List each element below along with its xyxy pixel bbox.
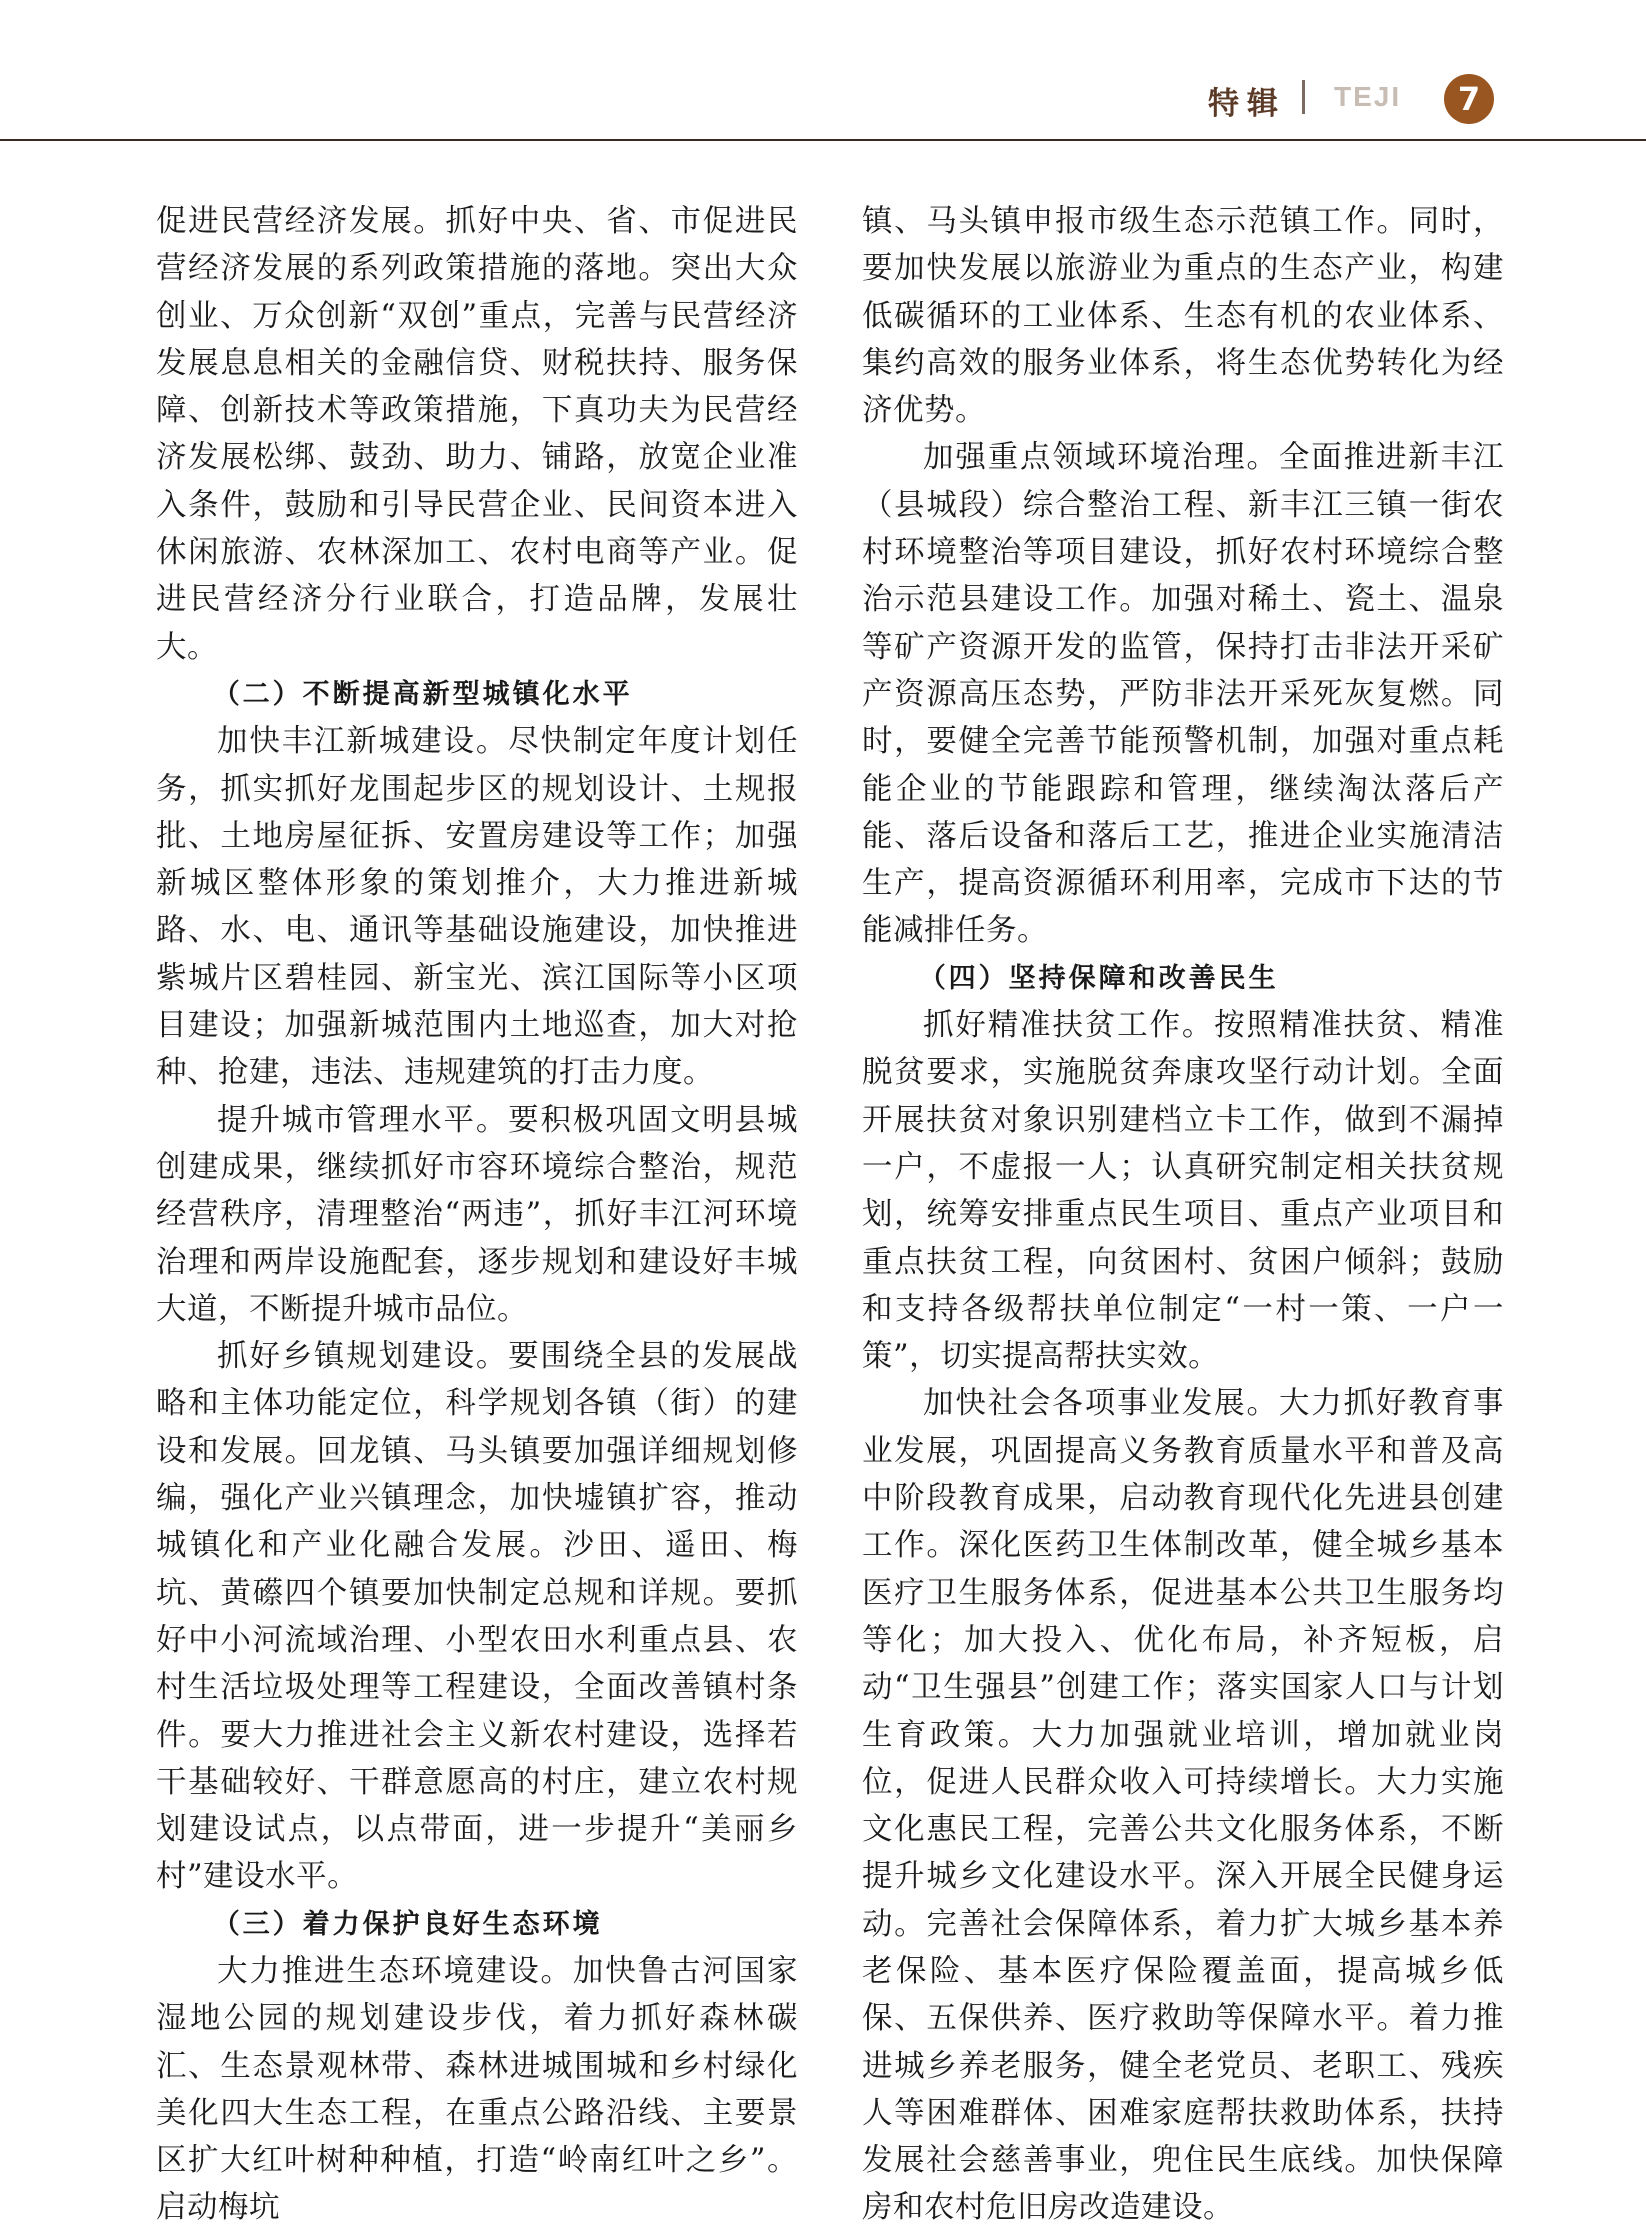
left-paragraph: 抓好乡镇规划建设。要围绕全县的发展战略和主体功能定位，科学规划各镇（街）的建设和发展。回龙镇、马头镇要加强详细规划修编，强化产业兴镇理念，加快墟镇扩容，推动城镇化和产业化融合发展。沙田、遥田、梅坑、黄礤四个镇要加快制定总规和详规。要抓好中小河流域治理、小型农田水利重点县、农村生活垃圾处理等工程建设，全面改善镇村条件。要大力推进社会主义新农村建设，选择若干基础较好、干群意愿高的村庄，建立农村规划建设试点，以点带面，进一步提升“美丽乡村”建设水平。 xyxy=(156,1339,798,1895)
right-paragraph: 抓好精准扶贫工作。按照精准扶贫、精准脱贫要求，实施脱贫奔康攻坚行动计划。全面开展扶贫对象识别建档立卡工作，做到不漏掉一户，不虚报一人；认真研究制定相关扶贫规划，统筹安排重点民生项目、重点产业项目和重点扶贫工程，向贫困村、贫困户倾斜；鼓励和支持各级帮扶单位制定“一村一策、一户一策”，切实提高帮扶实效。 xyxy=(862,1008,1504,1375)
page-header xyxy=(0,0,1646,142)
right-column xyxy=(862,198,1504,2232)
page-number-badge: 7 xyxy=(1444,74,1494,124)
left-paragraph: 大力推进生态环境建设。加快鲁古河国家湿地公园的规划建设步伐，着力抓好森林碳汇、生态景观林带、森林进城围城和乡村绿化美化四大生态工程，在重点公路沿线、主要景区扩大红叶树种种植，打造“岭南红叶之乡”。启动梅坑 xyxy=(156,1953,798,2226)
right-paragraph: 加快社会各项事业发展。大力抓好教育事业发展，巩固提高义务教育质量水平和普及高中阶段教育成果，启动教育现代化先进县创建工作。深化医药卫生体制改革，健全城乡基本医疗卫生服务体系，促进基本公共卫生服务均等化；加大投入、优化布局，补齐短板，启动“卫生强县”创建工作；落实国家人口与计划生育政策。大力加强就业培训，增加就业岗位，促进人民群众收入可持续增长。大力实施文化惠民工程，完善公共文化服务体系，不断提升城乡文化建设水平。深入开展全民健身运动。完善社会保障体系，着力扩大城乡基本养老保险、基本医疗保险覆盖面，提高城乡低保、五保供养、医疗救助等保障水平。着力推进城乡养老服务，健全老党员、老职工、残疾人等困难群体、困难家庭帮扶救助体系，扶持发展社会慈善事业，兜住民生底线。加快保障房和农村危旧房改造建设。 xyxy=(862,1386,1504,2226)
left-paragraph: 加快丰江新城建设。尽快制定年度计划任务，抓实抓好龙围起步区的规划设计、土规报批、土地房屋征拆、安置房建设等工作；加强新城区整体形象的策划推介，大力推进新城路、水、电、通讯等基础设施建设，加快推进紫城片区碧桂园、新宝光、滨江国际等小区项目建设；加强新城范围内土地巡查，加大对抢种、抢建，违法、违规建筑的打击力度。 xyxy=(156,724,798,1091)
right-paragraph: 镇、马头镇申报市级生态示范镇工作。同时，要加快发展以旅游业为重点的生态产业，构建低碳循环的工业体系、生态有机的农业体系、集约高效的服务业体系，将生态优势转化为经济优势。 xyxy=(862,204,1504,429)
section-label: 特辑 xyxy=(1208,86,1286,122)
section-label-en: TEJI xyxy=(1334,81,1402,112)
left-section-heading: （三）着力保护良好生态环境 xyxy=(212,1908,603,1940)
right-section-heading: （四）坚持保障和改善民生 xyxy=(918,962,1279,994)
left-section-heading: （二）不断提高新型城镇化水平 xyxy=(212,678,633,710)
left-paragraph: 促进民营经济发展。抓好中央、省、市促进民营经济发展的系列政策措施的落地。突出大众创业、万众创新“双创”重点，完善与民营经济发展息息相关的金融信贷、财税扶持、服务保障、创新技术等政策措施，下真功夫为民营经济发展松绑、鼓劲、助力、铺路，放宽企业准入条件，鼓励和引导民营企业、民间资本进入休闲旅游、农林深加工、农村电商等产业。促进民营经济分行业联合，打造品牌，发展壮大。 xyxy=(156,204,798,665)
header-divider xyxy=(1302,80,1305,114)
left-paragraph: 提升城市管理水平。要积极巩固文明县城创建成果，继续抓好市容环境综合整治，规范经营秩序，清理整治“两违”，抓好丰江河环境治理和两岸设施配套，逐步规划和建设好丰城大道，不断提升城市品位。 xyxy=(156,1102,798,1327)
right-paragraph: 加强重点领域环境治理。全面推进新丰江（县城段）综合整治工程、新丰江三镇一街农村环境整治等项目建设，抓好农村环境综合整治示范县建设工作。加强对稀土、瓷土、温泉等矿产资源开发的监管，保持打击非法开采矿产资源高压态势，严防非法开采死灰复燃。同时，要健全完善节能预警机制，加强对重点耗能企业的节能跟踪和管理，继续淘汰落后产能、落后设备和落后工艺，推进企业实施清洁生产，提高资源循环利用率，完成市下达的节能减排任务。 xyxy=(862,440,1504,949)
left-column xyxy=(156,198,798,2232)
header-rule xyxy=(0,139,1646,141)
